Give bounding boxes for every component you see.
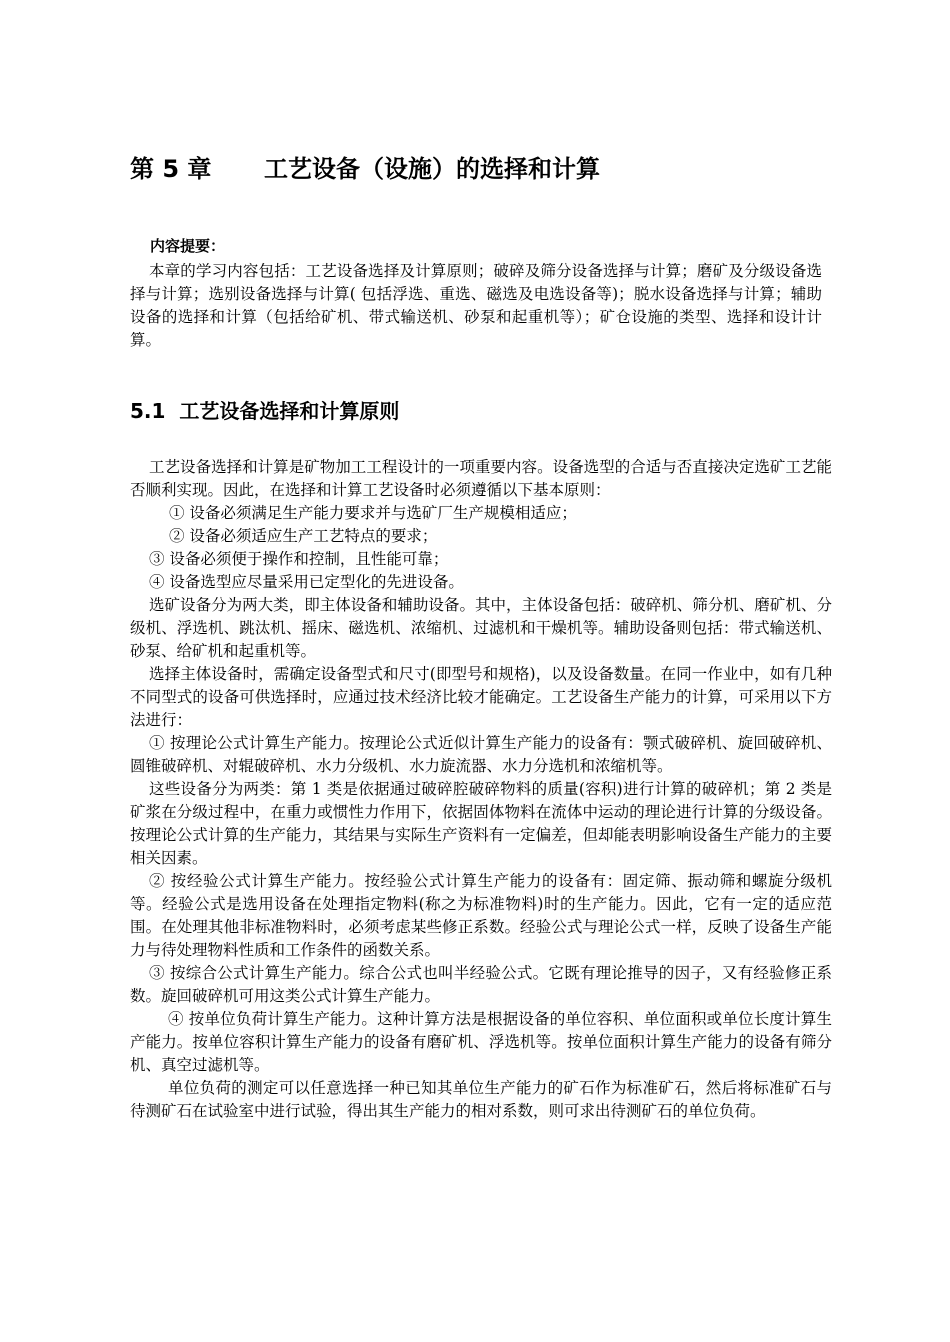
- chapter-title: [130, 152, 600, 186]
- paragraph-unit-load: 单位负荷的测定可以任意选择一种已知其单位生产能力的矿石作为标准矿石，然后将标准矿石与待测矿石在试验室中进行试验，得出其生产能力的相对系数，则可求出待测矿石的单位负荷。: [130, 1079, 832, 1120]
- principle-item-4: ④ 设备选型应尽量采用已定型化的先进设备。: [149, 573, 464, 591]
- principle-item-1: ① 设备必须满足生产能力要求并与选矿厂生产规模相适应；: [169, 504, 577, 522]
- paragraph-equipment-types: 选矿设备分为两大类，即主体设备和辅助设备。其中，主体设备包括：破碎机、筛分机、磨矿机、分级机、浮选机、跳汰机、摇床、磁选机、浓缩机、过滤机和干燥机等。辅助设备则包括：带式输送机、砂泵、给矿机和起重机等。: [130, 596, 832, 660]
- method-item-3: ③ 按综合公式计算生产能力。综合公式也叫半经验公式。它既有理论推导的因子，又有经验修正系数。旋回破碎机可用这类公式计算生产能力。: [130, 964, 832, 1005]
- section-title: [130, 397, 399, 425]
- summary-text: 本章的学习内容包括：工艺设备选择及计算原则；破碎及筛分设备选择与计算；磨矿及分级设备选择与计算；选别设备选择与计算( 包括浮选、重选、磁选及电选设备等)；脱水设备选择与计算；辅助设备的选择和计算（包括给矿机、带式输送机、砂泵和起重机等）；矿仓设施的类型、选择和设计计算。: [130, 262, 822, 349]
- section-heading: 工艺设备选择和计算原则: [179, 399, 400, 423]
- method-item-1: ① 按理论公式计算生产能力。按理论公式近似计算生产能力的设备有：颚式破碎机、旋回破碎机、圆锥破碎机、对辊破碎机、水力分级机、水力旋流器、水力分选机和浓缩机等。: [130, 734, 832, 775]
- section-body: [130, 456, 832, 1123]
- chapter-heading: 工艺设备（设施）的选择和计算: [264, 155, 600, 183]
- principle-item-3: ③ 设备必须便于操作和控制，且性能可靠；: [149, 550, 449, 568]
- paragraph-intro: 工艺设备选择和计算是矿物加工工程设计的一项重要内容。设备选型的合适与否直接决定选矿工艺能否顺利实现。因此，在选择和计算工艺设备时必须遵循以下基本原则：: [130, 458, 832, 499]
- chapter-number: 第 5 章: [130, 155, 212, 183]
- method-item-4: ④ 按单位负荷计算生产能力。这种计算方法是根据设备的单位容积、单位面积或单位长度计算生产能力。按单位容积计算生产能力的设备有磨矿机、浮选机等。按单位面积计算生产能力的设备有筛分机、真空过滤机等。: [130, 1010, 832, 1074]
- paragraph-two-classes: 这些设备分为两类：第 1 类是依据通过破碎腔破碎物料的质量(容积)进行计算的破碎机；第 2 类是矿浆在分级过程中，在重力或惯性力作用下，依据固体物料在流体中运动的理论进行计算的分级设备。按理论公式计算的生产能力，其结果与实际生产资料有一定偏差，但却能表明影响设备生产能力的主要相关因素。: [130, 780, 832, 867]
- method-item-2: ② 按经验公式计算生产能力。按经验公式计算生产能力的设备有：固定筛、振动筛和螺旋分级机等。经验公式是选用设备在处理指定物料(称之为标准物料)时的生产能力。因此，它有一定的适应范围。在处理其他非标准物料时，必须考虑某些修正系数。经验公式与理论公式一样，反映了设备生产能力与待处理物料性质和工作条件的函数关系。: [130, 872, 832, 959]
- paragraph-selection: 选择主体设备时，需确定设备型式和尺寸(即型号和规格)，以及设备数量。在同一作业中，如有几种不同型式的设备可供选择时，应通过技术经济比较才能确定。工艺设备生产能力的计算，可采用以下方法进行：: [130, 665, 832, 729]
- principle-item-2: ② 设备必须适应生产工艺特点的要求；: [169, 527, 438, 545]
- section-number: 5.1: [130, 399, 166, 423]
- summary-label: 内容提要：: [150, 237, 226, 255]
